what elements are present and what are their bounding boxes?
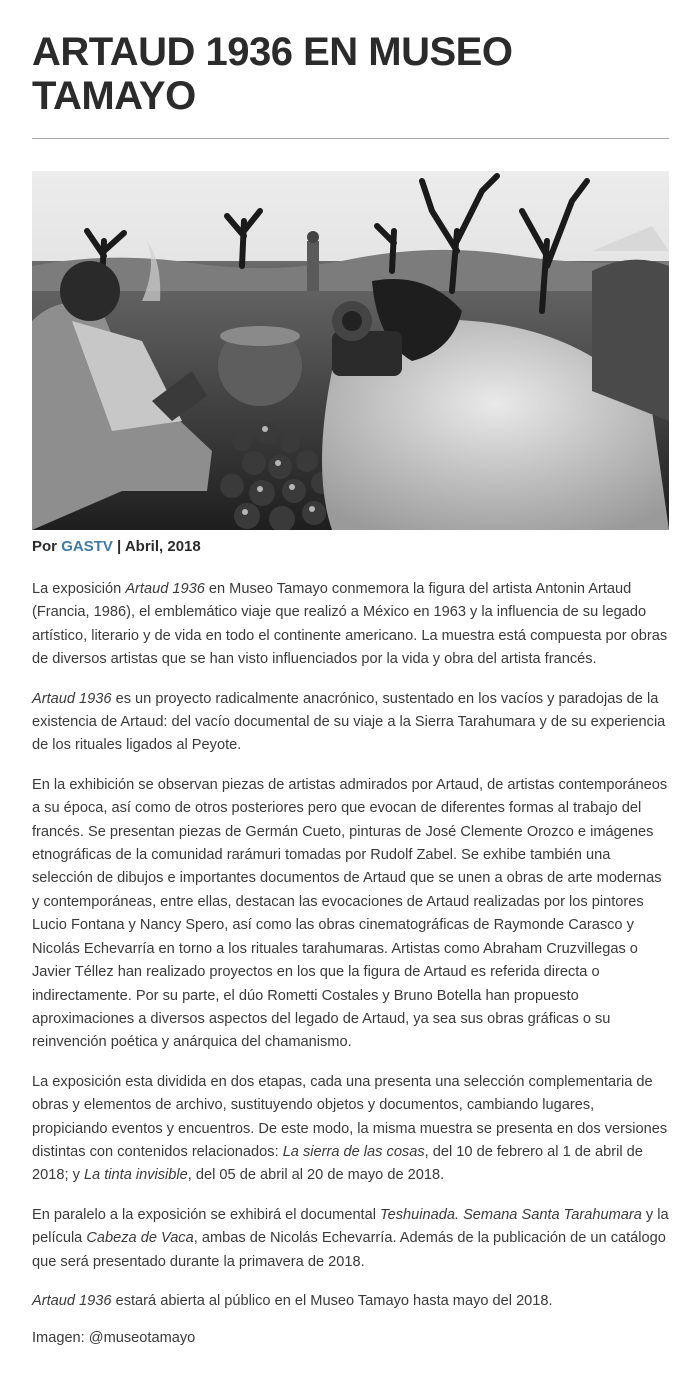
paragraph-text: es un proyecto radicalmente anacrónico, sustentado en los vacíos y paradojas de la existencia de Artaud: del vacío documental de su viaje a la Sierra Tarahumara y de su experiencia de los rituales ligados al Peyote. [32,690,666,754]
article-paragraph [32,1290,672,1313]
article-paragraph [32,578,672,672]
paragraph-text: , del 10 de febrero al 1 de abril de 2018; y [32,1143,643,1184]
paragraph-text: en Museo Tamayo conmemora la figura del artista Antonin Artaud (Francia, 1986), el emblemático viaje que realizó a México en 1963 y la influencia de su legado artístico, literario y de vida en todo el continente americano. La muestra está compuesta por obras de diversos artistas que se han visto influenciados por la vida y obra del artista francés. [32,581,668,668]
italic-title: Teshuinada. Semana Santa Tarahumara [380,1206,642,1223]
paragraph-text: , del 05 de abril al 20 de mayo de 2018. [187,1167,445,1184]
paragraph-text: y la película [32,1206,669,1247]
image-credit: Imagen: @museotamayo [32,1330,196,1347]
article-body [32,578,672,1313]
italic-title: Artaud 1936 [32,1292,112,1309]
article-paragraph [32,774,672,1055]
byline [32,538,668,556]
article-title: ARTAUD 1936 EN MUSEO TAMAYO [32,30,513,118]
italic-title: La sierra de las cosas [282,1143,425,1160]
author-link[interactable]: GASTV [61,538,113,555]
article-paragraph [32,1071,672,1188]
title-divider [32,138,669,139]
paragraph-text: En la exhibición se observan piezas de artistas admirados por Artaud, de artistas contemporáneos a su época, así como de otros posteriores pero que evocan de diferentes formas al trabajo del francés. Se presentan piezas de Germán Cueto, pinturas de José Clemente Orozco e imágenes etnográficas de la comunidad rarámuri tomadas por Rudolf Zabel. Se exhibe también una selección de dibujos e importantes documentos de Artaud que se unen a obras de arte modernas y contemporáneas, entre ellas, destacan las evocaciones de Artaud realizadas por los pintores Lucio Fontana y Nancy Spero, así como las obras cinematográficas de Raymonde Carasco y Nicolás Echevarría en torno a los rituales tarahumaras. Artistas como Abraham Cruzvillegas o Javier Téllez han realizado proyectos en los que la figura de Artaud es referida directa o indirectamente. Por su parte, el dúo Rometti Costales y Bruno Botella han propuesto aproximaciones a diversos aspectos del legado de Artaud, ya sea sus obras gráficas o su reinvención poética y anárquica del chamanismo. [32,776,668,1051]
article-photo [32,171,669,530]
paragraph-text: estará abierta al público en el Museo Tamayo hasta mayo del 2018. [111,1292,553,1309]
article-paragraph [32,1204,672,1274]
byline-date: | Abril, 2018 [112,538,201,555]
paragraph-text: La exposición esta dividida en dos etapas, cada una presenta una selección complementaria de obras y elementos de archivo, sustituyendo objetos y documentos, cambiando lugares, propiciando eventos y encuentros. De este modo, la misma muestra se presenta en dos versiones distintas con contenidos relacionados: [32,1073,668,1160]
paragraph-text: En paralelo a la exposición se exhibirá el documental [32,1206,381,1223]
italic-title: Artaud 1936 [125,581,205,597]
paragraph-text: , ambas de Nicolás Echevarría. Además de la publicación de un catálogo que será presentado durante la primavera de 2018. [32,1230,666,1270]
italic-title: Cabeza de Vaca [86,1230,194,1247]
byline-prefix: Por [32,538,62,555]
italic-title: La tinta invisible [83,1167,188,1184]
article-paragraph [32,688,672,758]
paragraph-text: La exposición [32,581,126,597]
italic-title: Artaud 1936 [32,690,112,707]
